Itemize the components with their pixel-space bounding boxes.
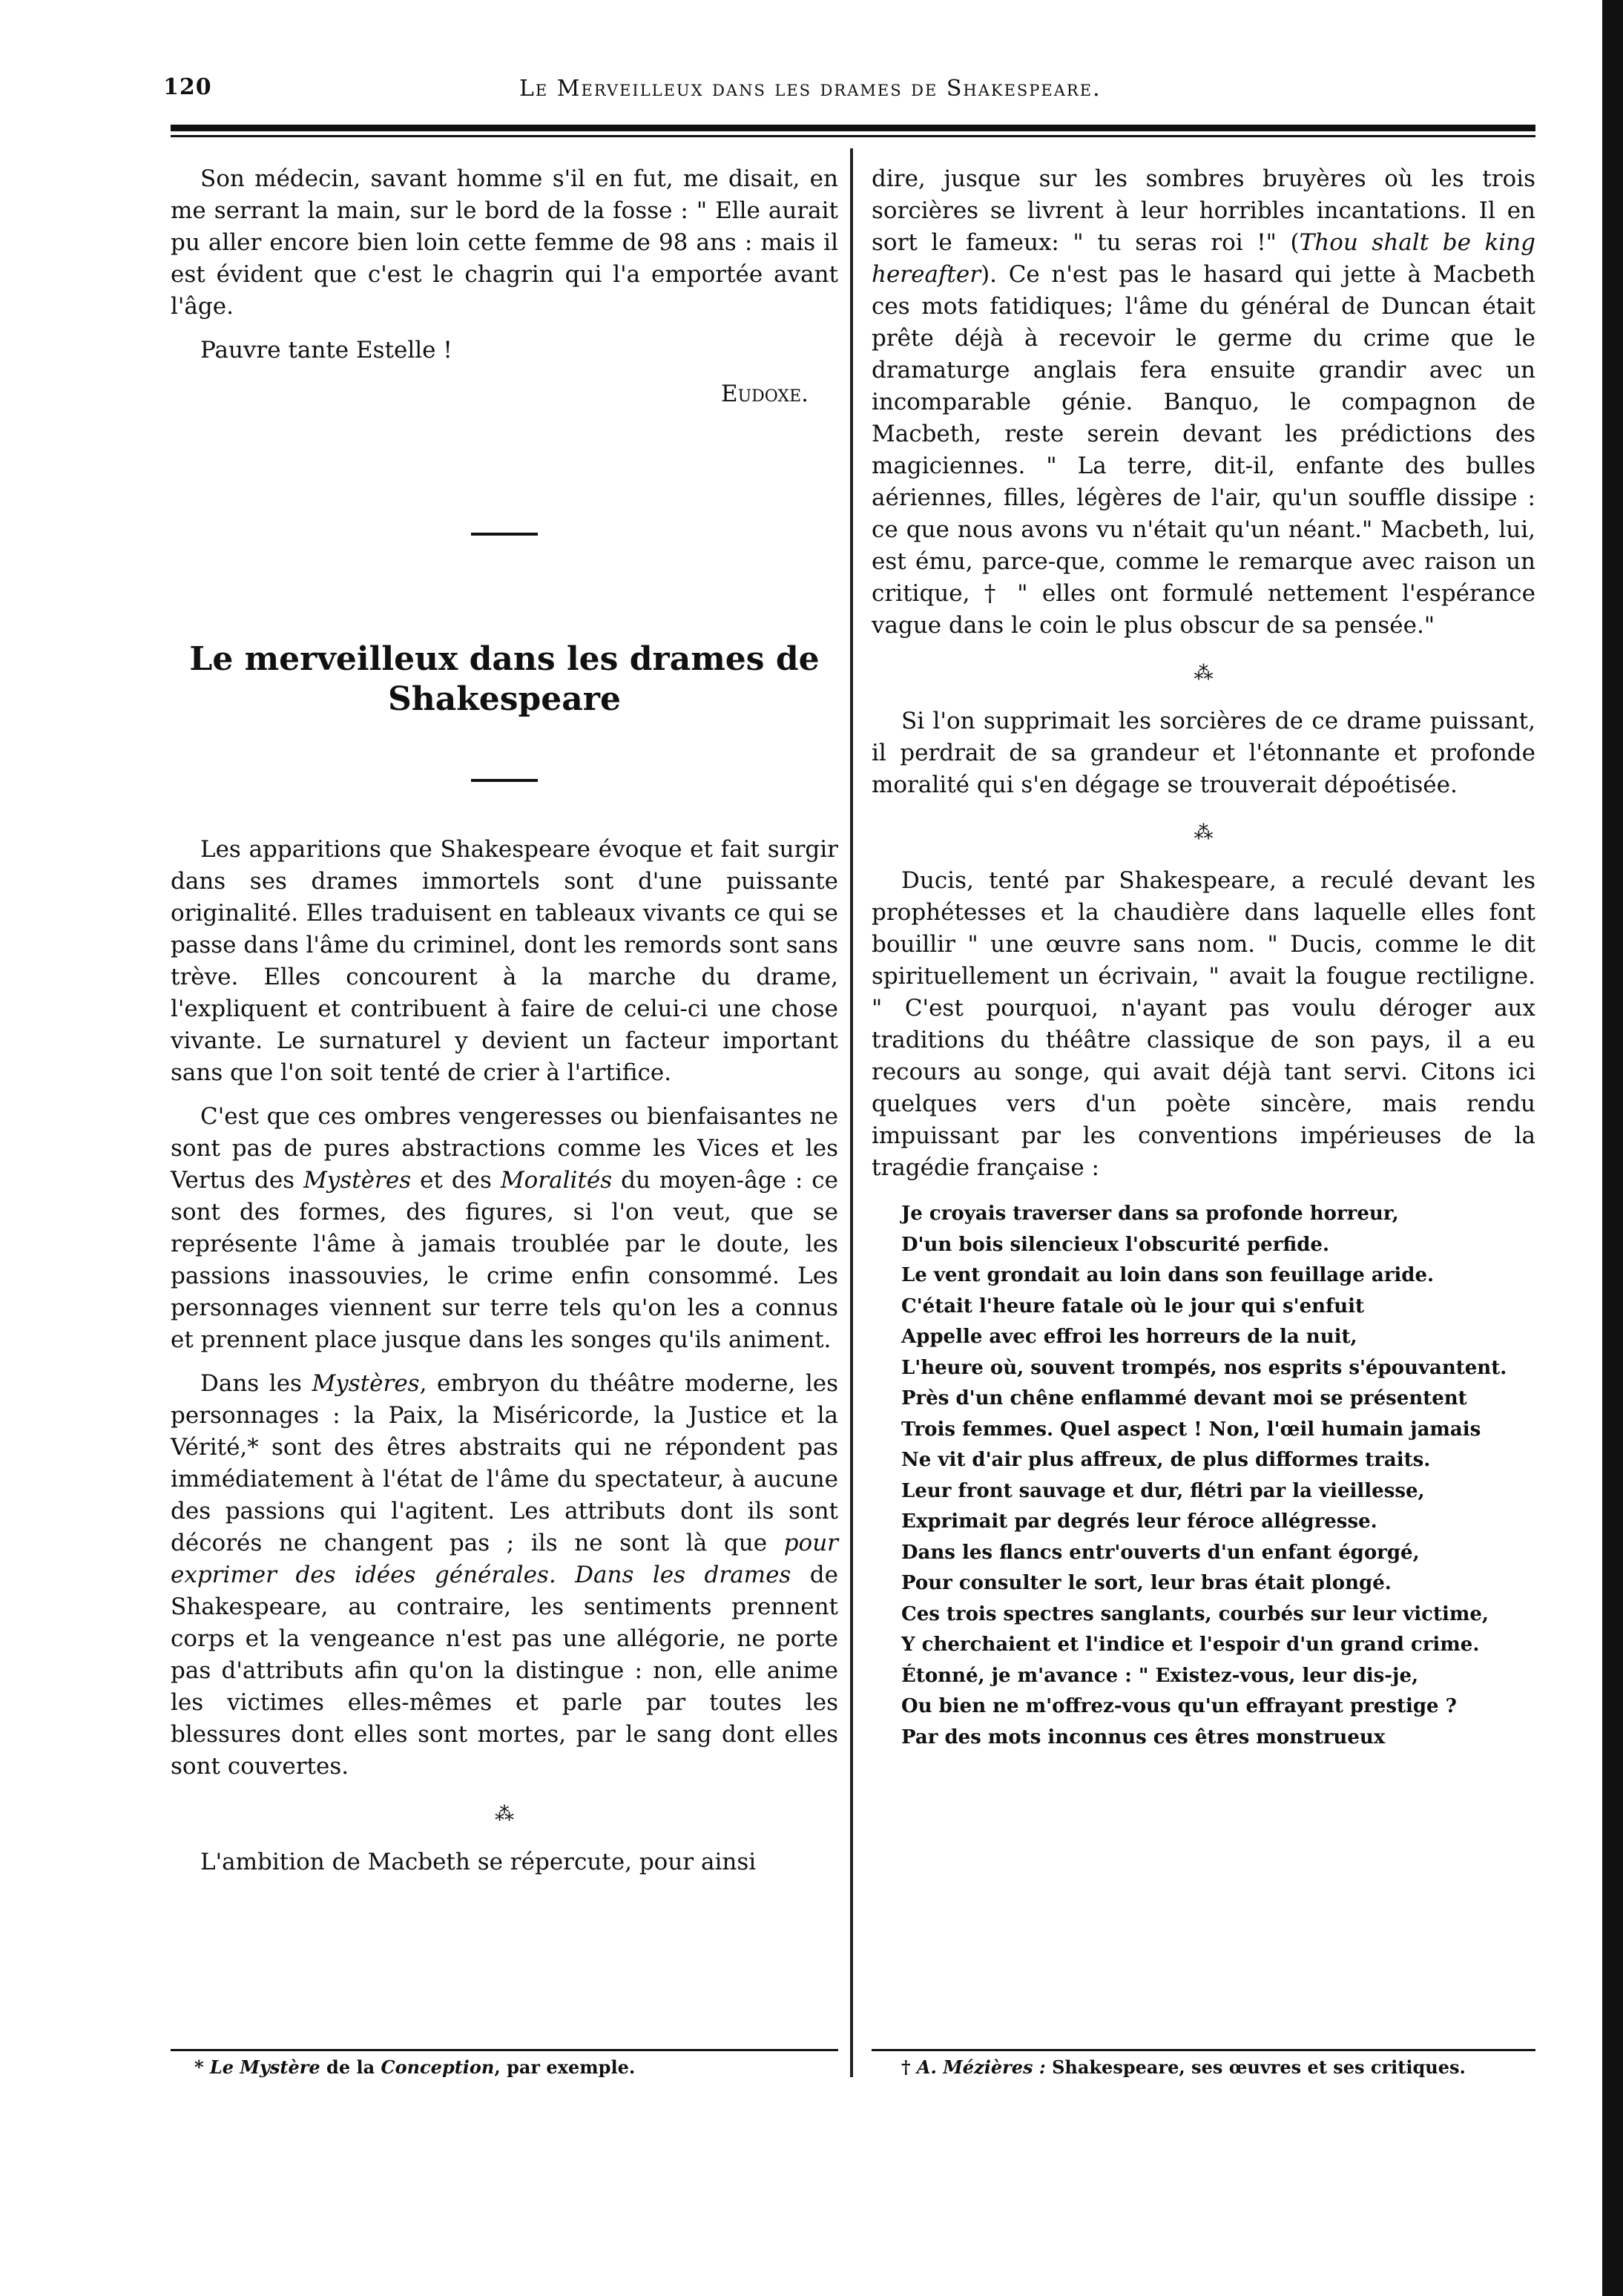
paragraph: Pauvre tante Estelle !: [200, 337, 452, 364]
verse-line: C'était l'heure fatale où le jour qui s'enfuit: [901, 1295, 1365, 1318]
author-signature: Eudoxe.: [720, 381, 809, 407]
verse-line: Leur front sauvage et dur, flétri par la vieillesse,: [901, 1479, 1425, 1502]
verse-line: Ces trois spectres sanglants, courbés sur leur victime,: [901, 1602, 1489, 1625]
verse-line: Étonné, je m'avance : " Existez-vous, leur dis-je,: [901, 1664, 1419, 1687]
verse-line: Par des mots inconnus ces êtres monstrueux: [901, 1726, 1386, 1749]
asterism-separator: ⁂: [495, 1803, 514, 1826]
paragraph: L'ambition de Macbeth se répercute, pour ainsi: [200, 1849, 757, 1875]
footnote-rule: [872, 2049, 1535, 2051]
paragraph: Son médecin, savant homme s'il en fut, me disait, en me serrant la main, sur le bord de la fosse : " Elle aurait pu aller encore bien loin cette femme de 98 ans : mais il est évident que c'est le chagrin qui l'a emportée avant l'âge.: [171, 165, 838, 320]
header-rule-thick: [171, 125, 1535, 131]
footnote-rule: [171, 2049, 838, 2051]
verse-line: Ne vit d'air plus affreux, de plus difformes traits.: [901, 1449, 1431, 1471]
right-column: [872, 163, 1535, 1753]
verse-line: Trois femmes. Quel aspect ! Non, l'œil humain jamais: [901, 1418, 1481, 1441]
left-column: [171, 163, 838, 1890]
verse-line: Près d'un chêne enflammé devant moi se présentent: [901, 1387, 1467, 1409]
article-title: Le merveilleux dans les drames de Shakespeare: [189, 640, 820, 718]
paragraph: Dans les Mystères, embryon du théâtre moderne, les personnages : la Paix, la Miséricorde, la Justice et la Vérité,* sont des êtres abstraits qui ne répondent pas immédiatement à l'état de l'âme du spectateur, à aucune des passions qui l'agitent. Les attributs dont ils sont décorés ne changent pas ; ils ne sont là que pour exprimer des idées générales. Dans les drames de Shakespeare, au contraire, les sentiments prennent corps et la vengeance n'est pas une allégorie, ne porte pas d'attributs afin qu'on la distingue : non, elle anime les victimes elles-mêmes et parle par toutes les blessures dont elles sont mortes, par le sang dont elles sont couvertes.: [171, 1370, 839, 1780]
verse-line: D'un bois silencieux l'obscurité perfide.: [901, 1233, 1330, 1256]
verse-line: Le vent grondait au loin dans son feuillage aride.: [901, 1264, 1435, 1286]
paragraph: C'est que ces ombres vengeresses ou bienfaisantes ne sont pas de pures abstractions comme les Vices et les Vertus des Mystères et des Moralités du moyen-âge : ce sont des formes, des figures, si l'on veut, que se représente l'âme à jamais troublée par le doute, les passions inassouvies, le crime enfin consommé. Les personnages viennent sur terre tels qu'on les a connus et prennent place jusque dans les songes qu'ils animent.: [171, 1103, 838, 1353]
column-divider: [850, 148, 853, 2077]
verse-line: Ou bien ne m'offrez-vous qu'un effrayant prestige ?: [901, 1695, 1457, 1717]
page-edge-shadow: [1602, 0, 1623, 2296]
page-number: 120: [163, 74, 212, 100]
verse-line: Je croyais traverser dans sa profonde horreur,: [901, 1203, 1399, 1225]
verse-line: L'heure où, souvent trompés, nos esprits s'épouvantent.: [901, 1356, 1507, 1379]
verse-block: [901, 1199, 1535, 1753]
verse-line: Dans les flancs entr'ouverts d'un enfant égorgé,: [901, 1541, 1420, 1564]
paragraph: Si l'on supprimait les sorcières de ce drame puissant, il perdrait de sa grandeur et l'étonnante et profonde moralité qui s'en dégage se trouverait dépoétisée.: [872, 708, 1535, 798]
footnote: * Le Mystère de la Conception, par exemple.: [194, 2056, 636, 2078]
header-rule-thin: [171, 135, 1535, 137]
verse-line: Exprimait par degrés leur féroce allégresse.: [901, 1510, 1377, 1533]
page-header: [163, 71, 1558, 105]
paragraph: Les apparitions que Shakespeare évoque et fait surgir dans ses drames immortels sont d'une puissante originalité. Elles traduisent en tableaux vivants ce qui se passe dans l'âme du criminel, dont les remords sont sans trève. Elles concourent à la marche du drame, l'expliquent et contribuent à faire de celui-ci une chose vivante. Le surnaturel y devient un facteur important sans que l'on soit tenté de crier à l'artifice.: [171, 836, 838, 1086]
verse-line: Pour consulter le sort, leur bras était plongé.: [901, 1572, 1392, 1594]
running-title: Le Merveilleux dans les drames de Shakespeare.: [519, 76, 1102, 102]
paragraph: Ducis, tenté par Shakespeare, a reculé devant les prophétesses et la chaudière dans laquelle elles font bouillir " une œuvre sans nom. " Ducis, comme le dit spirituellement un écrivain, " avait la fougue rectiligne. " C'est pourquoi, n'ayant pas voulu déroger aux traditions du théâtre classique de son pays, il a eu recours au songe, qui avait déjà tant servi. Citons ici quelques vers d'un poète sincère, mais rendu impuissant par les conventions impérieuses de la tragédie française :: [872, 867, 1535, 1181]
verse-line: Y cherchaient et l'indice et l'espoir d'un grand crime.: [901, 1634, 1480, 1656]
footnote: † A. Mézières : Shakespeare, ses œuvres et ses critiques.: [901, 2056, 1466, 2078]
asterism-separator: ⁂: [1194, 662, 1214, 685]
verse-line: Appelle avec effroi les horreurs de la nuit,: [901, 1326, 1357, 1348]
asterism-separator: ⁂: [1194, 822, 1214, 844]
paragraph: dire, jusque sur les sombres bruyères où les trois sorcières se livrent à leur horribles incantations. Il en sort le fameux: " tu seras roi !" (Thou shalt be king hereafter). Ce n'est pas le hasard qui jette à Macbeth ces mots fatidiques; l'âme du général de Duncan était prête déjà à recevoir le germe du crime que le dramaturge anglais fera ensuite grandir avec un incomparable génie. Banquo, le compagnon de Macbeth, reste serein devant les prédictions des magiciennes. " La terre, dit-il, enfante des bulles aériennes, filles, légères de l'air, qu'un souffle dissipe : ce que nous avons vu n'était qu'un néant." Macbeth, lui, est ému, parce-que, comme le remarque avec raison un critique, † " elles ont formulé nettement l'espérance vague dans le coin le plus obscur de sa pensée.": [872, 165, 1535, 639]
